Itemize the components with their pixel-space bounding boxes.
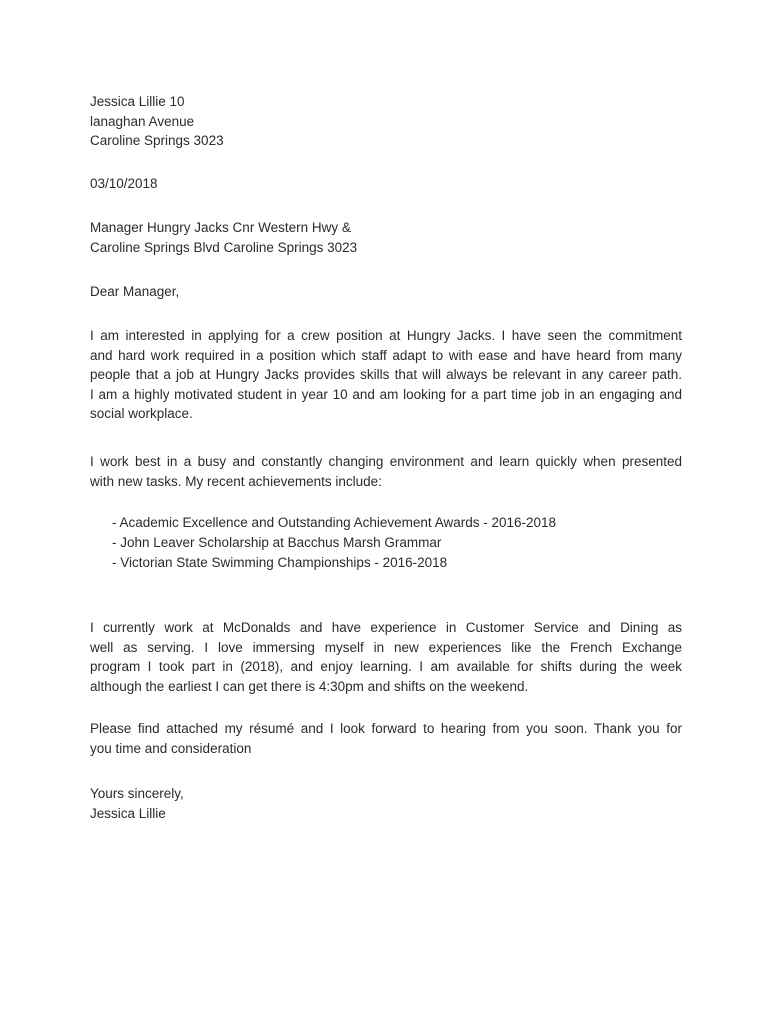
paragraph-line: well as serving. I love immersing myself in new experiences like the French Exchange — [90, 639, 682, 655]
paragraph-line: and hard work required in a position which staff adapt to with ease and have heard from many — [90, 347, 682, 363]
paragraph-line: Please find attached my résumé and I look forward to hearing from you soon. Thank you for — [90, 721, 682, 736]
paragraph-closing-request — [90, 719, 682, 758]
recipient-line-2: Caroline Springs Blvd Caroline Springs 3023 — [90, 239, 358, 255]
paragraph-line: although the earliest I can get there is 4:30pm and shifts on the weekend. — [90, 678, 529, 694]
paragraph-line: I am interested in applying for a crew position at Hungry Jacks. I have seen the commitment — [90, 328, 682, 343]
paragraph-interest — [90, 326, 682, 424]
signature-name: Jessica Lillie — [90, 805, 166, 821]
paragraph-line: I am a highly motivated student in year 10 and am looking for a part time job in an engaging and — [90, 386, 682, 402]
paragraph-work-style — [90, 452, 682, 491]
paragraph-line: you time and consideration — [90, 740, 252, 756]
paragraph-experience — [90, 618, 682, 696]
sign-off — [90, 784, 682, 823]
closing-text: Yours sincerely, — [90, 786, 184, 801]
recipient-address — [90, 218, 682, 257]
list-item: - John Leaver Scholarship at Bacchus Marsh Grammar — [112, 535, 442, 550]
achievements-list — [112, 513, 632, 573]
sender-address — [90, 92, 682, 151]
paragraph-line: with new tasks. My recent achievements include: — [90, 473, 382, 489]
paragraph-line: people that a job at Hungry Jacks provides skills that will always be relevant in any career path. — [90, 367, 682, 382]
paragraph-line: social workplace. — [90, 406, 193, 421]
recipient-line-1: Manager Hungry Jacks Cnr Western Hwy & — [90, 220, 351, 235]
salutation-text: Dear Manager, — [90, 284, 180, 299]
paragraph-line: program I took part in (2018), and enjoy learning. I am available for shifts during the week — [90, 659, 682, 674]
sender-street-line: lanaghan Avenue — [90, 113, 195, 129]
sender-suburb-line: Caroline Springs 3023 — [90, 133, 224, 148]
paragraph-line: I work best in a busy and constantly changing environment and learn quickly when presented — [90, 454, 682, 469]
list-item: - Victorian State Swimming Championships - 2016-2018 — [112, 555, 448, 570]
sender-name-line: Jessica Lillie 10 — [90, 94, 185, 109]
list-item: - Academic Excellence and Outstanding Achievement Awards - 2016-2018 — [112, 515, 557, 530]
paragraph-line: I currently work at McDonalds and have experience in Customer Service and Dining as — [90, 620, 682, 635]
salutation — [90, 282, 682, 302]
date-text: 03/10/2018 — [90, 176, 158, 191]
letter-date — [90, 174, 682, 194]
